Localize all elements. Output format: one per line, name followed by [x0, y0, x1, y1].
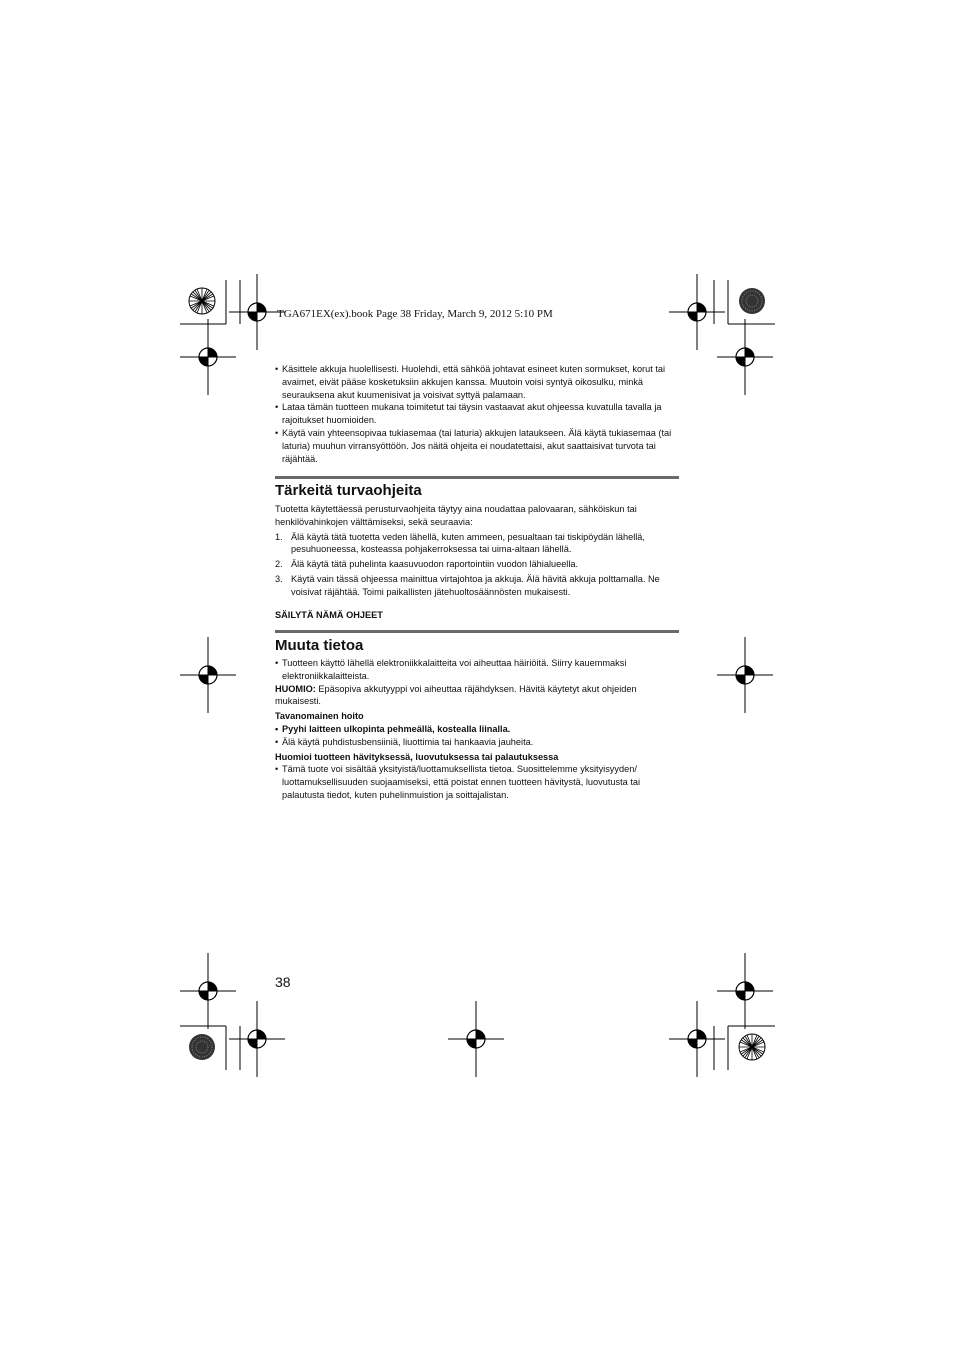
- list-item: [275, 531, 679, 557]
- item-number: 3.: [275, 573, 283, 584]
- list-item: • Pyyhi laitteen ulkopinta pehmeällä, kostealla liinalla.: [275, 723, 679, 736]
- item-text: Älä käytä tätä tuotetta veden lähellä, kuten ammeen, pesualtaan tai tiskipöydän lähellä, pesuhuoneessa, kosteassa pohjakerroksessa tai uima-altaan lähellä.: [291, 531, 645, 555]
- section-title-other: Muuta tietoa: [275, 637, 364, 654]
- list-item: [275, 573, 679, 599]
- list-item: [275, 558, 679, 571]
- notice-text: Epäsopiva akkutyyppi voi aiheuttaa räjähdyksen. Hävitä käytetyt akut ohjeiden mukaisesti.: [275, 683, 637, 707]
- list-item: • Tuotteen käyttö lähellä elektroniikkalaitteita voi aiheuttaa häiriöitä. Siirry kauemmaksi elektroniikkalaitteista.: [275, 657, 679, 683]
- item-text: Käytä vain tässä ohjeessa mainittua virtajohtoa ja akkuja. Älä hävitä akkuja polttamalla. Ne voisivat räjähtää. Toimi paikallisten jätehuoltosäännösten mukaisesti.: [291, 573, 660, 597]
- crosshair-icon: [180, 953, 236, 1029]
- section-title-safety: Tärkeitä turvaohjeita: [275, 482, 422, 499]
- crosshair-icon: [448, 1001, 504, 1077]
- list-item: • Lataa tämän tuotteen mukana toimitetut tai täysin vastaavat akut ohjeessa kuvatulla tavalla ja rajoitukset huomioiden.: [275, 401, 679, 427]
- page-number: 38: [275, 974, 291, 990]
- other-info-section: [275, 657, 679, 802]
- item-text: Älä käytä tätä puhelinta kaasuvuodon raportointiin vuodon lähialueella.: [291, 559, 579, 570]
- battery-handling-list: [275, 363, 679, 465]
- print-header: TGA671EX(ex).book Page 38 Friday, March 9, 2012 5:10 PM: [277, 308, 553, 320]
- crosshair-icon: [180, 319, 236, 395]
- item-number: 1.: [275, 531, 283, 542]
- crosshair-icon: [669, 1001, 725, 1077]
- registration-star-icon: [189, 1034, 215, 1060]
- list-item: • Tämä tuote voi sisältää yksityistä/luottamuksellista tietoa. Suosittelemme yksityisyyden/ luottamuksellisuuden suojaamiseksi, että poistat ennen tuotteen hävitystä, luovutusta tai palautusta tiedot, kuten puhelinmuistion ja soittajalistan.: [275, 763, 679, 801]
- crosshair-icon: [717, 319, 773, 395]
- registration-star-icon: [739, 288, 765, 314]
- privacy-heading: Huomioi tuotteen hävityksessä, luovutuksessa tai palautuksessa: [275, 751, 559, 762]
- crosshair-icon: [717, 953, 773, 1029]
- care-heading: Tavanomainen hoito: [275, 711, 364, 722]
- crosshair-icon: [717, 637, 773, 713]
- registration-star-icon: [739, 1034, 765, 1060]
- registration-star-icon: [189, 288, 215, 314]
- crosshair-icon: [669, 274, 725, 350]
- save-instructions-note: SÄILYTÄ NÄMÄ OHJEET: [275, 609, 383, 620]
- list-item: • Älä käytä puhdistusbensiiniä, liuottimia tai hankaavia jauheita.: [275, 736, 679, 749]
- notice-paragraph: [275, 683, 679, 709]
- crosshair-icon: [180, 637, 236, 713]
- section-divider: [275, 630, 679, 633]
- item-number: 2.: [275, 559, 283, 570]
- list-item: • Käsittele akkuja huolellisesti. Huolehdi, että sähköä johtavat esineet kuten sormukset, korut tai avaimet, eivät pääse kosketuksiin akkujen kanssa. Muutoin voisi syntyä oikosulku, minkä seurauksena akut kuumenisivat ja voisivat syttyä palamaan.: [275, 363, 679, 401]
- list-item: • Käytä vain yhteensopivaa tukiasemaa (tai laturia) akkujen lataukseen. Älä käytä tukiasemaa (tai laturia) muuhun virransyöttöön. Jos näitä ohjeita ei noudatettaisi, akut saattaisivat turvota tai räjähtää.: [275, 427, 679, 465]
- safety-section: [275, 503, 679, 621]
- crosshair-icon: [229, 1001, 285, 1077]
- notice-label: HUOMIO:: [275, 683, 316, 694]
- safety-intro: Tuotetta käytettäessä perusturvaohjeita täytyy aina noudattaa palovaaran, sähköiskun tai henkilövahinkojen välttämiseksi, sekä seuraavia:: [275, 504, 637, 527]
- section-divider: [275, 476, 679, 479]
